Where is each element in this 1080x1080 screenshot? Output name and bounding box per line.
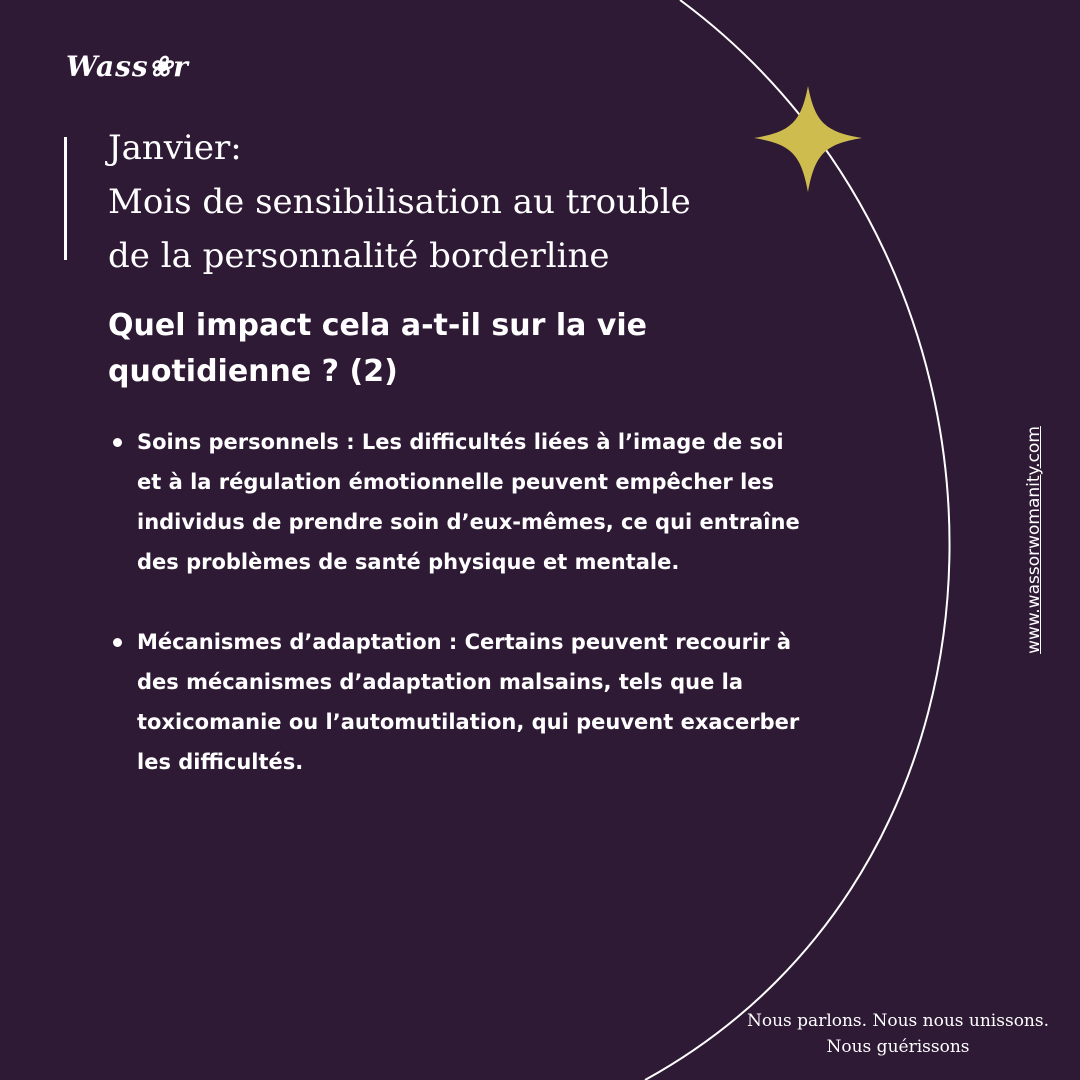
brand-logo: Wass❀r [66,50,189,83]
section-heading: Quel impact cela a-t-il sur la vie quotidienne ? (2) [108,308,647,389]
bullet-item-self-care: Soins personnels : Les difficultés liées à l’image de soi et à la régulation émotionnelle peuvent empêcher les individus de prendre soin d’eux-mêmes, ce qui entraîne des problèmes de santé physique et mentale. [110,422,810,582]
footer-tagline: Nous parlons. Nous nous unissons. Nous guérissons [746,1011,1050,1057]
bullet-list [110,422,810,782]
title-line-1: Janvier: [108,128,242,168]
bullet-item-coping: Mécanismes d’adaptation : Certains peuvent recourir à des mécanismes d’adaptation malsains, tels que la toxicomanie ou l’automutilation, qui peuvent exacerber les difficultés. [110,622,810,782]
page-title [108,121,808,283]
website-link[interactable]: www.wassorwomanity.com [1024,426,1044,654]
title-line-2: Mois de sensibilisation au trouble [108,182,691,222]
title-accent-bar [64,137,67,260]
title-line-3: de la personnalité borderline [108,236,610,276]
